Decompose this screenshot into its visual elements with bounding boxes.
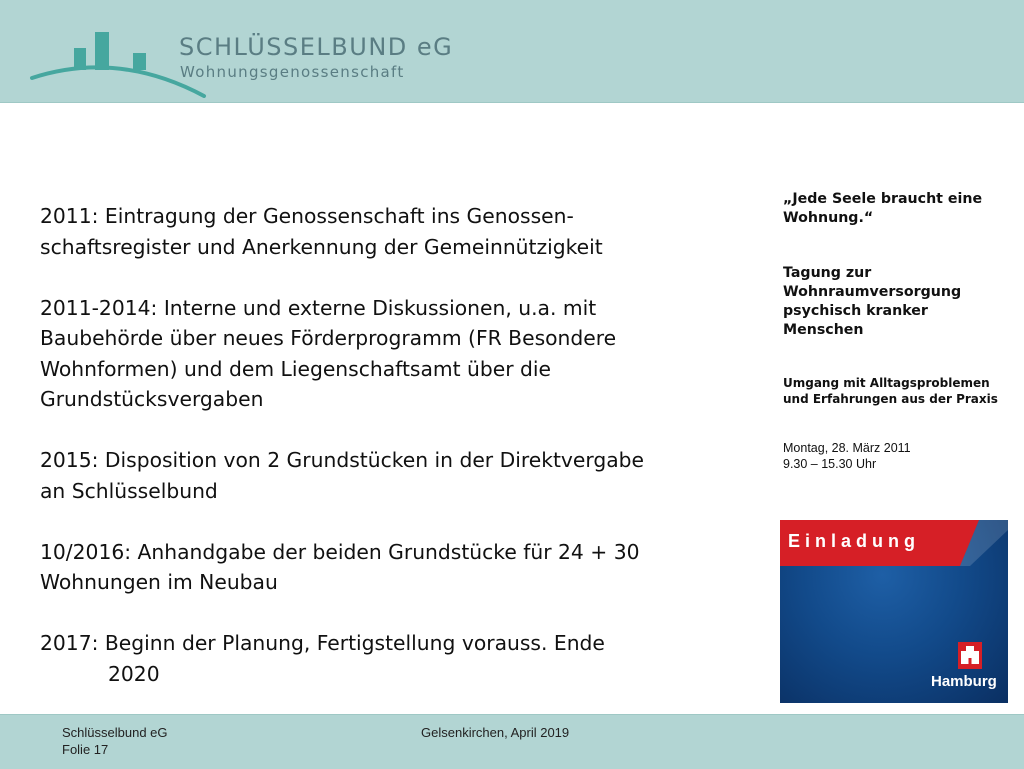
flyer-quote-line: Wohnung.“ xyxy=(783,210,874,226)
text-line: Grundstücksvergaben xyxy=(40,387,264,411)
footer xyxy=(0,714,1024,769)
text-line: Wohnungen im Neubau xyxy=(40,570,278,594)
flyer-title-line: Tagung zur xyxy=(783,265,872,281)
timeline-text xyxy=(40,201,740,689)
flyer-subtitle xyxy=(783,375,1013,407)
text-line: 10/2016: Anhandgabe der beiden Grundstücke für 24 + 30 xyxy=(40,539,640,564)
flyer-time-line: 9.30 – 15.30 Uhr xyxy=(783,457,877,471)
text-line: 2017: Beginn der Planung, Fertigstellung vorauss. Ende xyxy=(40,631,605,655)
timeline-entry-2011 xyxy=(40,201,740,262)
text-line: Baubehörde über neues Förderprogramm (FR Besondere xyxy=(40,326,617,350)
text-line: 2015: Disposition von 2 Grundstücken in der Direktvergabe xyxy=(40,448,645,472)
text-line: an Schlüsselbund xyxy=(40,478,218,503)
timeline-entry-2016 xyxy=(40,537,740,598)
invitation-title: Einladung xyxy=(788,531,920,551)
invitation-image xyxy=(780,520,1008,703)
flyer-title xyxy=(783,264,1003,340)
flyer-date xyxy=(783,440,1003,472)
flyer-subtitle-line: Umgang mit Alltagsproblemen xyxy=(783,376,990,390)
flyer-subtitle-line: und Erfahrungen aus der Praxis xyxy=(783,392,998,406)
text-line: schaftsregister und Anerkennung der Gemeinnützigkeit xyxy=(40,234,603,259)
flyer-title-line: psychisch kranker xyxy=(783,303,928,319)
logo-subtitle: Wohnungsgenossenschaft xyxy=(180,63,405,81)
timeline-entry-2015 xyxy=(40,445,740,506)
footer-organization: Schlüsselbund eG xyxy=(62,725,168,740)
flyer-title-line: Menschen xyxy=(783,322,864,338)
flyer-quote xyxy=(783,190,1003,228)
timeline-entry-2011-2014 xyxy=(40,293,740,415)
text-line: 2011: Eintragung der Genossenschaft ins Genossen- xyxy=(40,204,574,228)
flyer-title-line: Wohnraumversorgung xyxy=(783,284,962,300)
flyer-date-line: Montag, 28. März 2011 xyxy=(783,441,911,455)
hamburg-castle-icon xyxy=(956,642,984,670)
logo-name: SCHLÜSSELBUND eG xyxy=(179,33,454,61)
timeline-entry-2017 xyxy=(40,628,740,689)
text-line: Wohnformen) und dem Liegenschaftsamt über die xyxy=(40,356,552,381)
invitation-city: Hamburg xyxy=(931,673,997,690)
header xyxy=(0,0,1024,103)
footer-slide-number: Folie 17 xyxy=(62,742,109,757)
flyer-quote-line: „Jede Seele braucht eine xyxy=(783,191,983,207)
text-line: 2011-2014: Interne und externe Diskussionen, u.a. mit xyxy=(40,295,597,320)
text-line: 2020 xyxy=(108,661,160,686)
footer-event: Gelsenkirchen, April 2019 xyxy=(421,725,570,740)
